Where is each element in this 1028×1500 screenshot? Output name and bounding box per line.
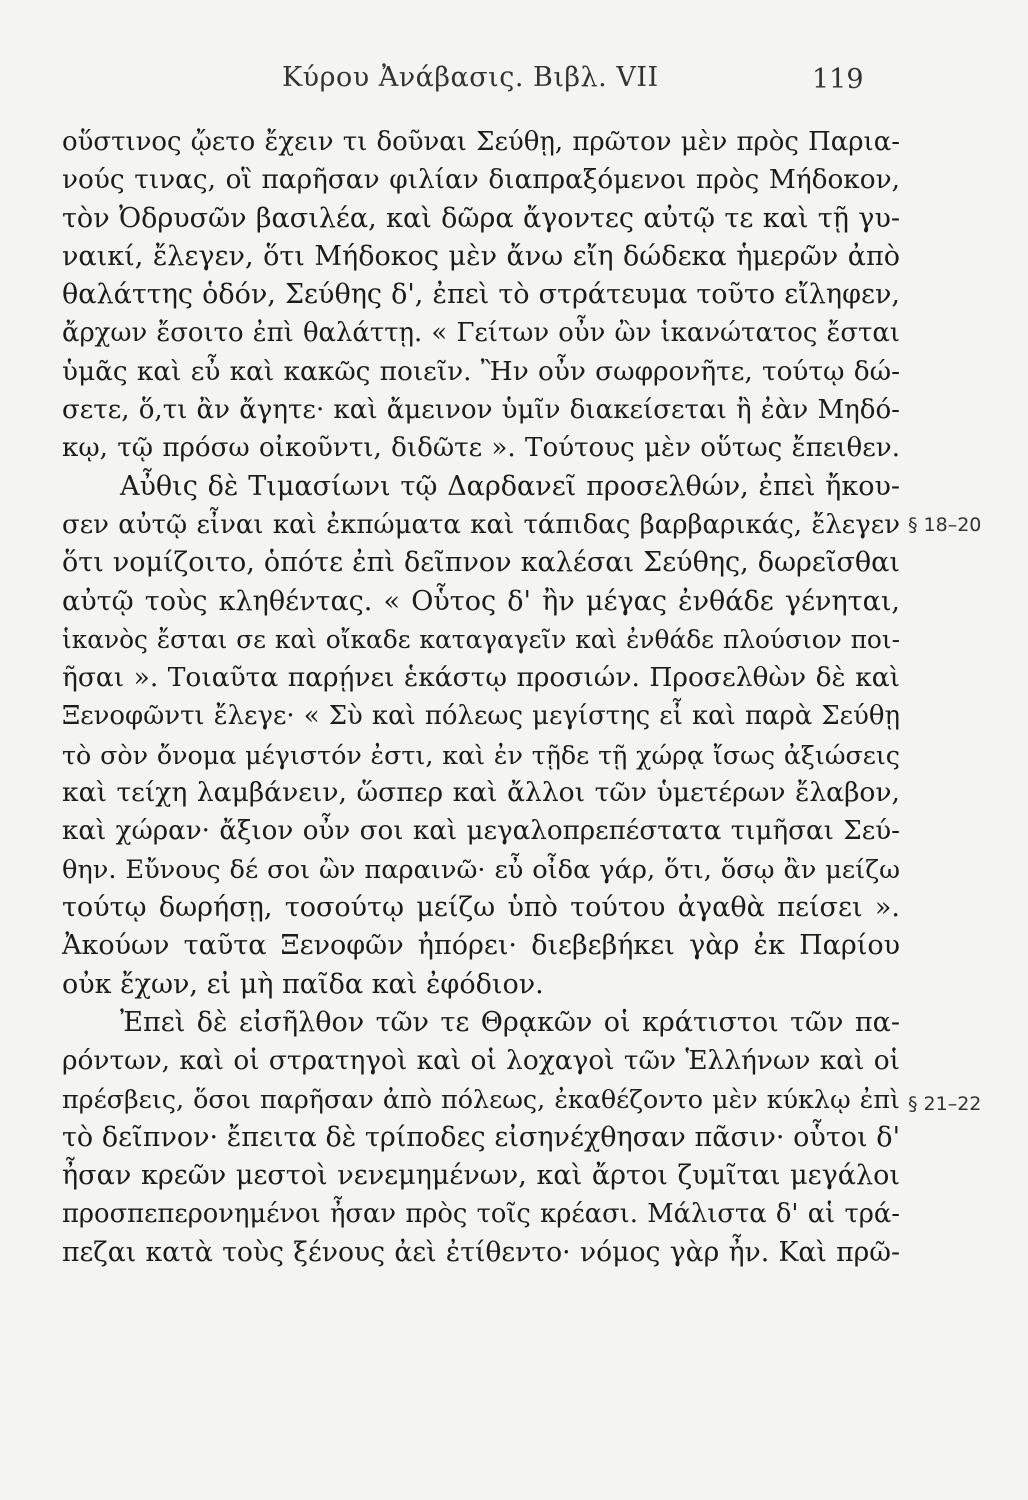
text-line: ρόντων, καὶ οἱ στρατηγοὶ καὶ οἱ λοχαγοὶ τῶν Ἑλλήνων καὶ οἱ bbox=[62, 1045, 900, 1077]
page-number: 119 bbox=[812, 64, 864, 95]
text-line: ἦσαν κρεῶν μεστοὶ νενεμημένων, καὶ ἄρτοι ζυμῖται μεγάλοι bbox=[62, 1160, 900, 1192]
text-line: τούτῳ δωρήσῃ, τοσούτῳ μείζω ὑπὸ τούτου ἀγαθὰ πείσει ». bbox=[62, 891, 900, 923]
text-line: πεζαι κατὰ τοὺς ξένους ἀεὶ ἐτίθεντο· νόμος γὰρ ἦν. Καὶ πρῶ- bbox=[62, 1236, 900, 1268]
text-line: τὸν Ὀδρυσῶν βασιλέα, καὶ δῶρα ἄγοντες αὐτῷ τε καὶ τῇ γυ- bbox=[62, 202, 900, 234]
text-line: θην. Εὔνους δέ σοι ὢν παραινῶ· εὖ οἶδα γάρ, ὅτι, ὅσῳ ἂν μείζω bbox=[62, 854, 900, 885]
text-line: ἄρχων ἔσοιτο ἐπὶ θαλάττῃ. « Γείτων οὖν ὢν ἱκανώτατος ἔσται bbox=[62, 318, 900, 349]
text-line: τὸ δεῖπνον· ἔπειτα δὲ τρίποδες εἰσηνέχθησαν πᾶσιν· οὗτοι δ' bbox=[62, 1121, 900, 1153]
text-line: Ἐπεὶ δὲ εἰσῆλθον τῶν τε Θρᾳκῶν οἱ κράτιστοι τῶν πα- bbox=[120, 1006, 900, 1038]
text-line: νούς τινας, οἳ παρῆσαν φιλίαν διαπραξόμενοι πρὸς Μήδοκον, bbox=[62, 165, 900, 196]
text-line: προσπεπερονημένοι ἦσαν πρὸς τοῖς κρέασι. Μάλιστα δ' αἱ τρά- bbox=[62, 1199, 900, 1230]
body-text bbox=[62, 123, 900, 1272]
text-line: σετε, ὅ,τι ἂν ἄγητε· καὶ ἄμεινον ὑμῖν διακείσεται ἢ ἐὰν Μηδό- bbox=[62, 395, 900, 426]
text-line: σεν αὐτῷ εἶναι καὶ ἐκπώματα καὶ τάπιδας βαρβαρικάς, ἔλεγεν bbox=[62, 509, 900, 540]
text-line: πρέσβεις, ὅσοι παρῆσαν ἀπὸ πόλεως, ἐκαθέζοντο μὲν κύκλῳ ἐπὶ bbox=[62, 1084, 900, 1115]
text-line: ἱκανὸς ἔσται σε καὶ οἴκαδε καταγαγεῖν καὶ ἐνθάδε πλούσιον ποι- bbox=[62, 624, 900, 654]
text-line: θαλάττης ὁδόν, Σεύθης δ', ἐπεὶ τὸ στράτευμα τοῦτο εἴληφεν, bbox=[62, 279, 900, 311]
text-line: κῳ, τῷ πρόσω οἰκοῦντι, διδῶτε ». Τούτους μὲν οὕτως ἔπειθεν. bbox=[62, 433, 900, 464]
text-line: Ξενοφῶντι ἔλεγε· « Σὺ καὶ πόλεως μεγίστης εἶ καὶ παρὰ Σεύθῃ bbox=[62, 701, 900, 732]
text-line: οὐκ ἔχων, εἰ μὴ παῖδα καὶ ἐφόδιον. bbox=[62, 968, 544, 1000]
text-line: ναικί, ἔλεγεν, ὅτι Μήδοκος μὲν ἄνω εἴη δώδεκα ἡμερῶν ἀπὸ bbox=[62, 240, 900, 272]
text-line: καὶ τείχη λαμβάνειν, ὥσπερ καὶ ἄλλοι τῶν ὑμετέρων ἔλαβον, bbox=[62, 777, 900, 809]
margin-section-ref: § 21–22 bbox=[908, 1093, 982, 1115]
text-line: ὅτι νομίζοιτο, ὁπότε ἐπὶ δεῖπνον καλέσαι Σεύθης, δωρεῖσθαι bbox=[62, 547, 900, 579]
text-line: ὑμᾶς καὶ εὖ καὶ κακῶς ποιεῖν. Ἢν οὖν σωφρονῆτε, τούτῳ δώ- bbox=[62, 356, 900, 387]
running-title: Κύρου Ἀνάβασις. Βιβλ. VII bbox=[282, 62, 659, 93]
text-line: Ἀκούων ταῦτα Ξενοφῶν ἠπόρει· διεβεβήκει γὰρ ἐκ Παρίου bbox=[62, 930, 900, 962]
text-line: τὸ σὸν ὄνομα μέγιστόν ἐστι, καὶ ἐν τῇδε τῇ χώρᾳ ἴσως ἀξιώσεις bbox=[62, 739, 900, 770]
text-line: οὕστινος ᾤετο ἔχειν τι δοῦναι Σεύθῃ, πρῶτον μὲν πρὸς Παρια- bbox=[62, 127, 900, 157]
text-line: Αὖθις δὲ Τιμασίωνι τῷ Δαρδανεῖ προσελθών, ἐπεὶ ἤκου- bbox=[120, 470, 900, 502]
text-line: ῆσαι ». Τοιαῦτα παρῄνει ἑκάστῳ προσιών. Προσελθὼν δὲ καὶ bbox=[62, 662, 900, 694]
margin-section-ref: § 18–20 bbox=[908, 514, 982, 536]
text-line: καὶ χώραν· ἄξιον οὖν σοι καὶ μεγαλοπρεπέστατα τιμῆσαι Σεύ- bbox=[62, 816, 900, 847]
text-line: αὐτῷ τοὺς κληθέντας. « Οὗτος δ' ἢν μέγας ἐνθάδε γένηται, bbox=[62, 585, 900, 617]
